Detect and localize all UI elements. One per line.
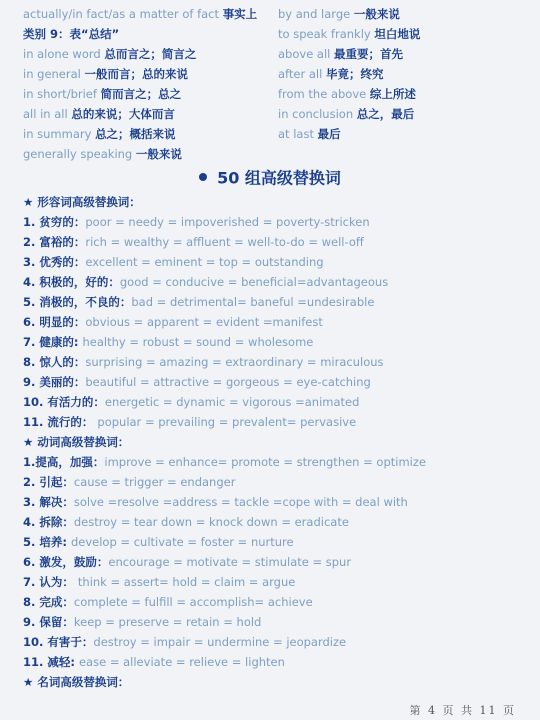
noun-section-title: ★ 名词高级替换词： <box>23 675 130 689</box>
list-item: 11. 减轻: ease = alleviate = relieve = lighten <box>23 655 285 669</box>
phrase-line: all in all 总的来说；大体而言 <box>23 107 175 121</box>
adjective-section-title: ★ 形容词高级替换词： <box>23 195 141 209</box>
list-item: 4. 拆除：destroy = tear down = knock down = eradicate <box>23 515 349 529</box>
list-item: 9. 美丽的：beautiful = attractive = gorgeous = eye-catching <box>23 375 371 389</box>
list-item: 5. 培养: develop = cultivate = foster = nurture <box>23 535 294 549</box>
phrase-line: at last 最后 <box>278 127 341 141</box>
list-item: 7. 健康的: healthy = robust = sound = wholesome <box>23 335 314 349</box>
list-item: 10. 有害于：destroy = impair = undermine = jeopardize <box>23 635 347 649</box>
phrase-line: above all 最重要；首先 <box>278 47 404 61</box>
verb-section-title: ★ 动词高级替换词： <box>23 435 130 449</box>
list-item: 9. 保留：keep = preserve = retain = hold <box>23 615 262 629</box>
right-column <box>278 4 528 144</box>
list-item: 8. 完成：complete = fulfill = accomplish= achieve <box>23 595 313 609</box>
phrase-line: by and large 一般来说 <box>278 7 400 21</box>
left-column <box>23 4 273 164</box>
phrase-line: generally speaking 一般来说 <box>23 147 182 161</box>
phrase-line: after all 毕竟；终究 <box>278 67 384 81</box>
page-title: 50 组高级替换词 <box>217 168 341 188</box>
phrase-line: actually/in fact/as a matter of fact 事实上 <box>23 7 258 21</box>
phrase-line: in conclusion 总之，最后 <box>278 107 415 121</box>
category-heading: 类别 9：表“总结” <box>23 27 120 41</box>
list-item: 2. 富裕的：rich = wealthy = affluent = well-to-do = well-off <box>23 235 364 249</box>
phrase-line: in alone word 总而言之；简言之 <box>23 47 197 61</box>
synonym-list <box>23 192 533 692</box>
list-item: 8. 惊人的：surprising = amazing = extraordinary = miraculous <box>23 355 384 369</box>
list-item: 1. 贫穷的：poor = needy = impoverished = poverty-stricken <box>23 215 370 229</box>
list-item: 4. 积极的，好的：good = conducive = beneficial=advantageous <box>23 275 389 289</box>
list-item: 7. 认为： think = assert= hold = claim = argue <box>23 575 296 589</box>
list-item: 3. 解决：solve =resolve =address = tackle =cope with = deal with <box>23 495 408 509</box>
phrase-line: to speak frankly 坦白地说 <box>278 27 421 41</box>
list-item: 5. 消极的，不良的：bad = detrimental= baneful =undesirable <box>23 295 375 309</box>
page-footer: 第 4 页 共 11 页 <box>409 704 516 717</box>
phrase-line: in summary 总之；概括来说 <box>23 127 176 141</box>
section-heading <box>0 166 540 190</box>
list-item: 10. 有活力的：energetic = dynamic = vigorous =animated <box>23 395 360 409</box>
bullet-dot-icon <box>199 173 207 181</box>
list-item: 2. 引起：cause = trigger = endanger <box>23 475 236 489</box>
phrase-line: in general 一般而言；总的来说 <box>23 67 189 81</box>
list-item: 1.提高，加强：improve = enhance= promote = strengthen = optimize <box>23 455 426 469</box>
list-item: 6. 激发，鼓励：encourage = motivate = stimulate = spur <box>23 555 352 569</box>
phrase-line: from the above 综上所述 <box>278 87 416 101</box>
list-item: 6. 明显的：obvious = apparent = evident =manifest <box>23 315 323 329</box>
list-item: 11. 流行的： popular = prevailing = prevalent= pervasive <box>23 415 357 429</box>
phrase-line: in short/brief 简而言之；总之 <box>23 87 182 101</box>
list-item: 3. 优秀的：excellent = eminent = top = outstanding <box>23 255 324 269</box>
